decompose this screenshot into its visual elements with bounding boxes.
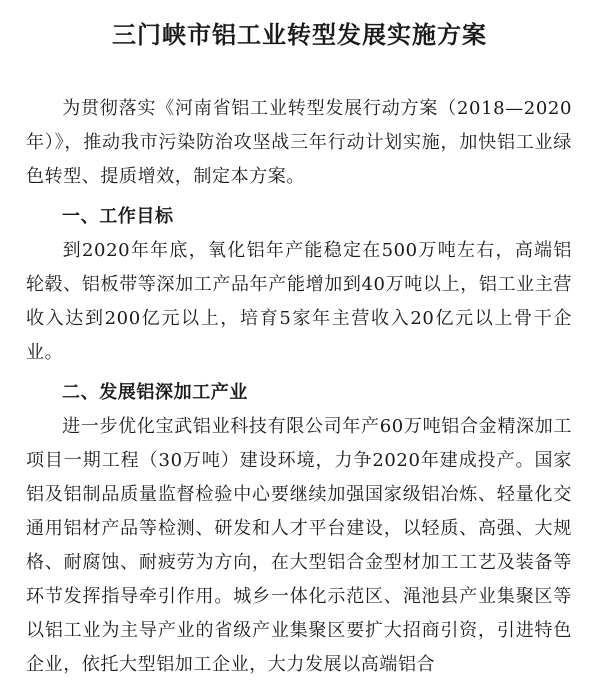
- document-body: [26, 92, 572, 682]
- intro-paragraph: [26, 92, 572, 194]
- section-text-deep-processing: 进一步优化宝武铝业科技有限公司年产60万吨铝合金精深加工项目一期工程（30万吨）建设环境，力争2020年建成投产。国家铝及铝制品质量监督检验中心要继续加强国家级铝冶炼、轻量化交通用铝材产品等检测、研发和人才平台建设，以轻质、高强、大规格、耐腐蚀、耐疲劳为方向，在大型铝合金型材加工工艺及装备等环节发挥指导牵引作用。城乡一体化示范区、渑池县产业集聚区等以铝工业为主导产业的省级产业集聚区要扩大招商引资，引进特色企业，依托大型铝加工企业，大力发展以高端铝合: [26, 416, 572, 675]
- section-text-goals: 到2020年年底，氧化铝年产能稳定在500万吨左右，高端铝轮毂、铝板带等深加工产品年产能增加到40万吨以上，铝工业主营收入达到200亿元以上，培育5家年主营收入20亿元以上骨干企业。: [26, 240, 572, 363]
- section-paragraph-deep-processing: [26, 410, 572, 682]
- section-heading-deep-processing: 二、发展铝深加工产业: [62, 382, 248, 403]
- intro-text: 为贯彻落实《河南省铝工业转型发展行动方案（2018—2020年）》，推动我市污染防治攻坚战三年行动计划实施，加快铝工业绿色转型、提质增效，制定本方案。: [26, 98, 572, 187]
- document-title: 三门峡市铝工业转型发展实施方案: [112, 21, 487, 49]
- section-paragraph-goals: [26, 234, 572, 370]
- section-heading-goals: 一、工作目标: [62, 206, 174, 227]
